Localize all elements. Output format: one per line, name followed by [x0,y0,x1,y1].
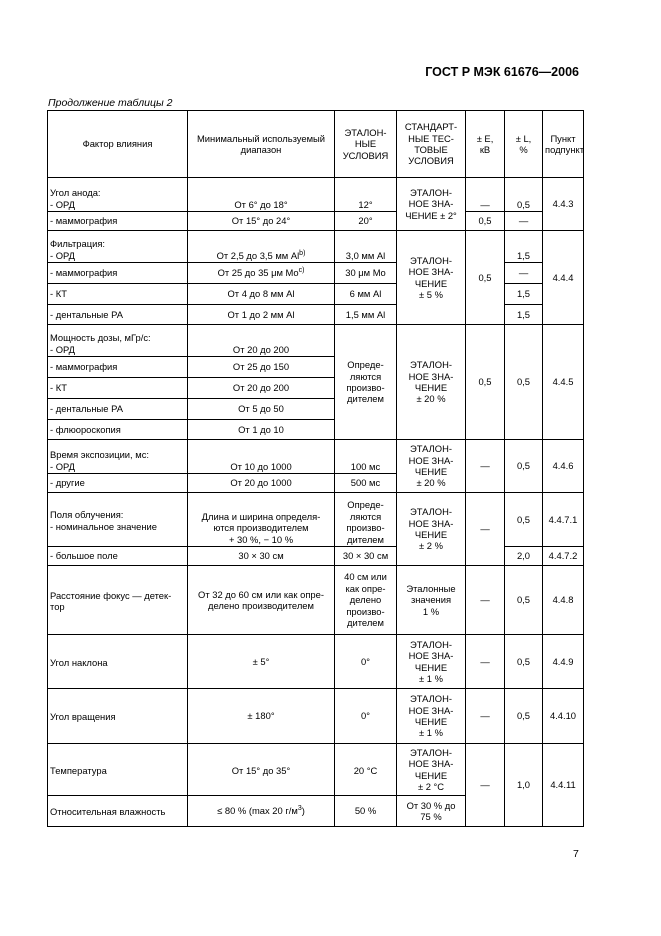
clause-cell: 4.4.6 [543,440,584,493]
range-cell: От 1 до 2 мм Al [188,305,335,325]
range-cell: ± 5° [188,635,335,689]
factor-cell [48,325,188,357]
factor-sub: - маммография [48,263,188,284]
col-header-l: ± L, % [505,111,543,178]
range-text: От 25 до 35 μм Mo [217,267,299,279]
e-cell: — [466,566,505,635]
clause-cell: 4.4.3 [543,178,584,231]
range-cell: От 15° до 24° [188,212,335,231]
std-cell: От 30 % до 75 % [397,796,466,827]
ref-cell: 50 % [335,796,397,827]
col-header-factor: Фактор влияния [48,111,188,178]
table-row [48,212,584,231]
ref-cell: 3,0 мм Al [335,231,397,263]
range-cell [188,263,335,284]
factor-sub: - КТ [48,284,188,305]
std-cell: ЭТАЛОН- НОЕ ЗНА- ЧЕНИЕ ± 5 % [397,231,466,325]
ref-cell: 500 мс [335,474,397,493]
factor-sub: - номинальное значение [50,520,157,532]
range-cell: От 1 до 10 [188,420,335,440]
ref-cell: Опреде- ляются произво- дителем [335,493,397,547]
factor-title: Температура [48,744,188,796]
ref-cell: 20° [335,212,397,231]
range-cell: От 20 до 1000 [188,474,335,493]
table-row [48,744,584,796]
table-row [48,325,584,357]
ref-cell: 0° [335,689,397,744]
superscript: 3 [297,805,302,813]
ref-cell: 6 мм Al [335,284,397,305]
std-cell: ЭТАЛОН- НОЕ ЗНА- ЧЕНИЕ ± 20 % [397,325,466,440]
l-cell: 0,5 [505,635,543,689]
range-cell: От 20 до 200 [188,378,335,399]
factor-title: Относительная влажность [48,796,188,827]
factor-cell [48,493,188,547]
e-cell: — [466,744,505,827]
clause-cell: 4.4.5 [543,325,584,440]
factor-sub: - дентальные РА [48,399,188,420]
factor-sub: - дентальные РА [48,305,188,325]
footnote-mark: c) [298,267,305,275]
ref-cell: 40 см или как опре- делено произво- дителем [335,566,397,635]
range-cell: От 15° до 35° [188,744,335,796]
ref-cell: 100 мс [335,440,397,474]
l-cell: 0,5 [505,178,543,212]
ref-cell: 20 °C [335,744,397,796]
clause-cell: 4.4.7.2 [543,547,584,566]
factor-title: Угол наклона [48,635,188,689]
range-cell: От 32 до 60 см или как опре- делено производителем [188,566,335,635]
e-cell: — [466,493,505,566]
clause-cell: 4.4.7.1 [543,493,584,547]
e-cell: — [466,689,505,744]
std-cell: ЭТАЛОН- НОЕ ЗНА- ЧЕНИЕ ± 1 % [397,635,466,689]
factor-cell [48,178,188,212]
factor-title: Фильтрация: [50,238,105,250]
ref-cell: 0° [335,635,397,689]
table-row [48,493,584,547]
std-cell: ЭТАЛОН- НОЕ ЗНА- ЧЕНИЕ ± 2 °C [397,744,466,796]
l-cell: 1,5 [505,305,543,325]
std-cell: ЭТАЛОН- НОЕ ЗНА- ЧЕНИЕ ± 2° [397,178,466,231]
factor-cell [48,231,188,263]
e-cell: — [466,440,505,493]
factor-title: Угол анода: [50,187,101,199]
e-cell: — [466,178,505,212]
table-row [48,440,584,474]
document-id: ГОСТ Р МЭК 61676—2006 [425,65,579,79]
l-cell: — [505,212,543,231]
range-cell: От 4 до 8 мм Al [188,284,335,305]
table-caption: Продолжение таблицы 2 [48,97,173,109]
range-cell [188,796,335,827]
clause-cell: 4.4.8 [543,566,584,635]
table-row [48,689,584,744]
factor-title: Время экспозиции, мс: [50,449,149,461]
factor-sub: - ОРД [50,343,75,355]
ref-cell: 30 μм Mo [335,263,397,284]
std-cell: ЭТАЛОН- НОЕ ЗНА- ЧЕНИЕ ± 20 % [397,440,466,493]
e-cell: 0,5 [466,231,505,325]
footnote-mark: b) [299,249,306,257]
col-header-reference: ЭТАЛОН- НЫЕ УСЛОВИЯ [335,111,397,178]
clause-cell: 4.4.10 [543,689,584,744]
l-cell: 1,5 [505,231,543,263]
range-cell: От 25 до 150 [188,357,335,378]
table-header-row [48,111,584,178]
page-number: 7 [573,848,579,860]
std-cell: ЭТАЛОН- НОЕ ЗНА- ЧЕНИЕ ± 2 % [397,493,466,566]
table-row [48,231,584,263]
factor-title: Расстояние фокус — детек- тор [48,566,188,635]
col-header-standard: СТАНДАРТ- НЫЕ ТЕС- ТОВЫЕ УСЛОВИЯ [397,111,466,178]
l-cell: 1,0 [505,744,543,827]
e-cell: — [466,635,505,689]
range-cell: От 6° до 18° [188,178,335,212]
range-cell: От 10 до 1000 [188,440,335,474]
factor-title: Мощность дозы, мГр/с: [50,332,151,344]
range-text: ≤ 80 % (max 20 г/м [217,805,298,817]
l-cell: 0,5 [505,325,543,440]
col-header-e: ± E, кВ [466,111,505,178]
ref-cell: 12° [335,178,397,212]
range-cell: ± 180° [188,689,335,744]
col-header-clause: Пункт подпункт [543,111,584,178]
l-cell: 1,5 [505,284,543,305]
table-row [48,178,584,212]
clause-cell: 4.4.11 [543,744,584,827]
range-cell [188,231,335,263]
e-cell: 0,5 [466,325,505,440]
factor-title: Поля облучения: [50,509,124,521]
table-row [48,566,584,635]
range-text: От 2,5 до 3,5 мм Al [216,249,300,261]
clause-cell: 4.4.4 [543,231,584,325]
factor-sub: - ОРД [50,460,75,472]
factor-sub: - ОРД [50,198,75,210]
l-cell: 0,5 [505,566,543,635]
factor-sub: - другие [48,474,188,493]
std-cell: ЭТАЛОН- НОЕ ЗНА- ЧЕНИЕ ± 1 % [397,689,466,744]
factor-cell [48,440,188,474]
factor-sub: - маммография [48,212,188,231]
table-row [48,635,584,689]
l-cell: 0,5 [505,493,543,547]
range-cell: Длина и ширина определя- ются производителем + 30 %, − 10 % [188,493,335,547]
ref-cell: Опреде- ляются произво- дителем [335,325,397,440]
ref-cell: 1,5 мм Al [335,305,397,325]
l-cell: 2,0 [505,547,543,566]
factor-sub: - маммография [48,357,188,378]
col-header-range: Минимальный используемый диапазон [188,111,335,178]
influence-factors-table [47,110,584,827]
e-cell: 0,5 [466,212,505,231]
l-cell: 0,5 [505,689,543,744]
factor-title: Угол вращения [48,689,188,744]
l-cell: 0,5 [505,440,543,493]
factor-sub: - ОРД [50,249,75,261]
range-text-tail: ) [301,805,305,817]
factor-sub: - КТ [48,378,188,399]
std-cell: Эталонные значения 1 % [397,566,466,635]
range-cell: От 20 до 200 [188,325,335,357]
factor-sub: - большое поле [48,547,188,566]
ref-cell: 30 × 30 см [335,547,397,566]
factor-sub: - флюороскопия [48,420,188,440]
range-cell: 30 × 30 см [188,547,335,566]
clause-cell: 4.4.9 [543,635,584,689]
range-cell: От 5 до 50 [188,399,335,420]
l-cell: — [505,263,543,284]
